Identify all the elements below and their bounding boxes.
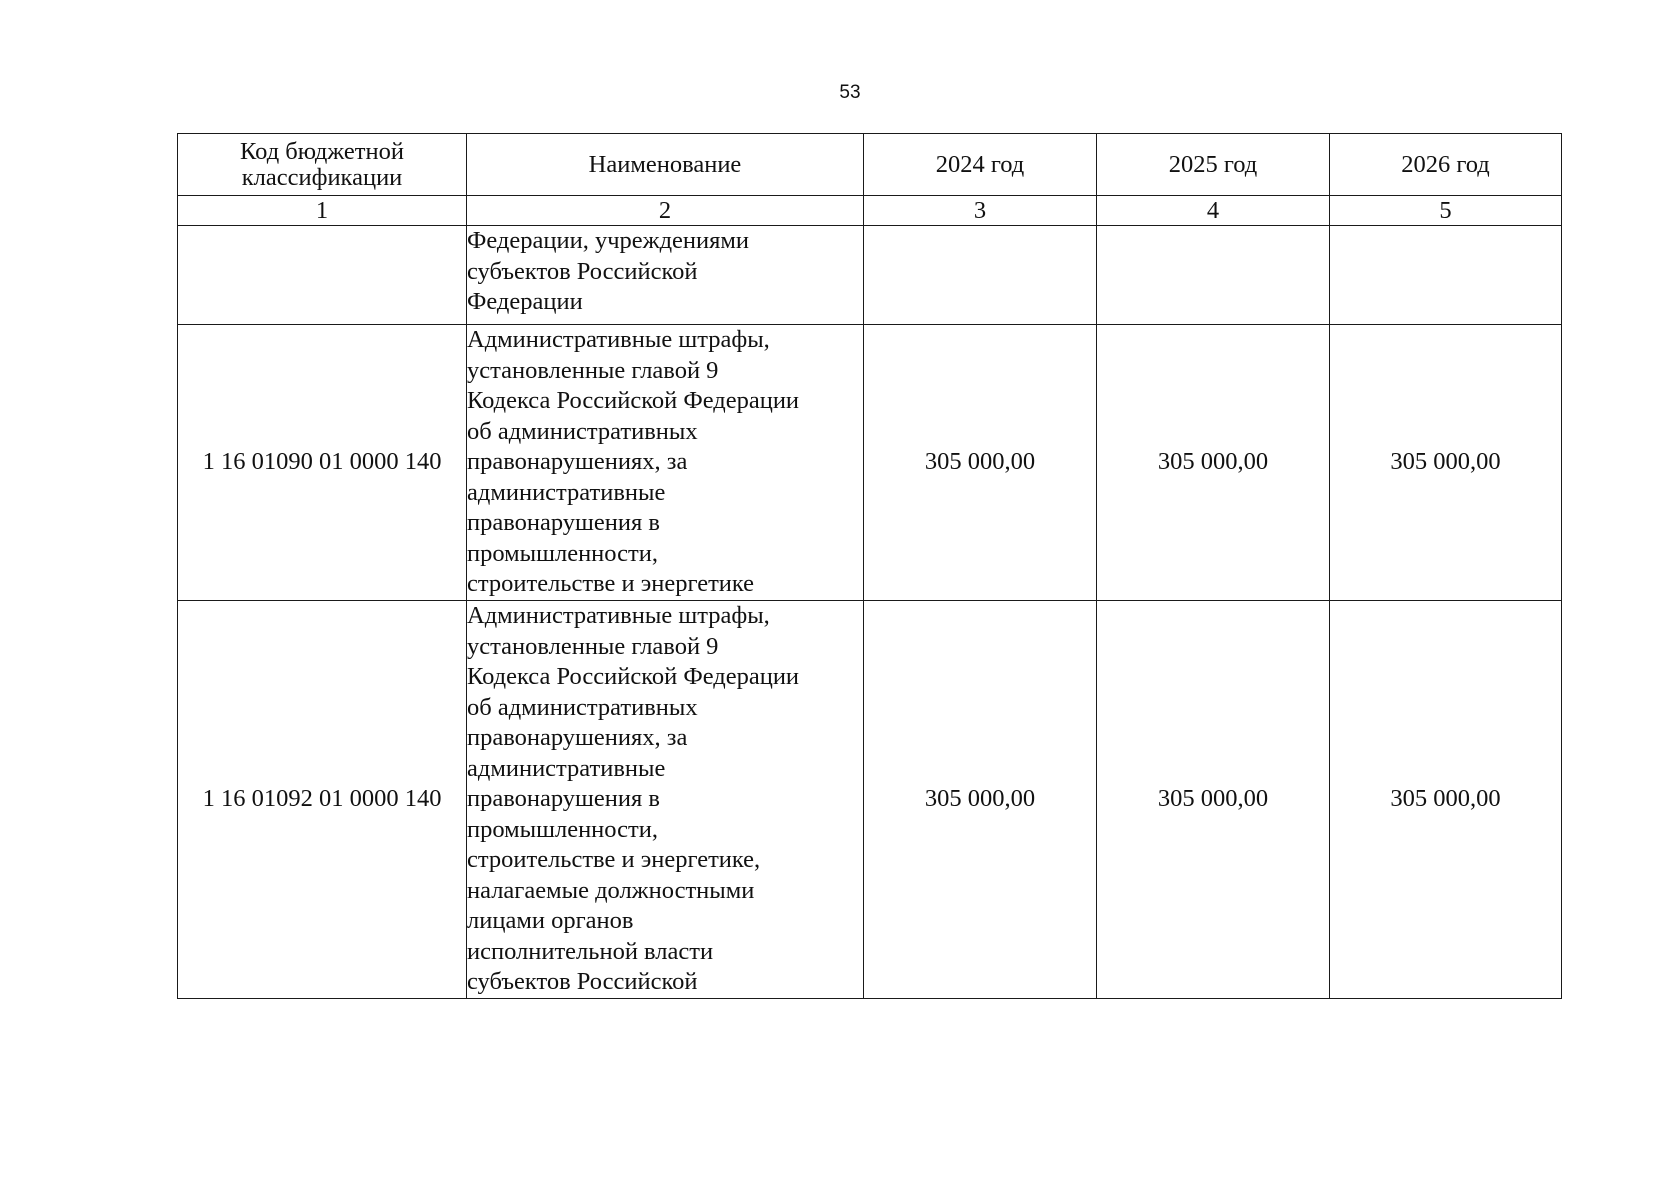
amount-2024-cell: [864, 226, 1097, 325]
budget-code-cell: [178, 226, 467, 325]
amount-2024-cell: 305 000,00: [864, 601, 1097, 999]
column-number-row: [178, 196, 1562, 226]
name-line: установленные главой 9: [467, 356, 719, 384]
name-line: административные: [467, 754, 666, 782]
table-row: [178, 226, 1562, 325]
name-line: Административные штрафы,: [467, 602, 770, 629]
name-line: правонарушения в: [467, 785, 660, 812]
name-line: лицами органов: [467, 907, 634, 934]
header-code: Код бюджетной классификации: [178, 134, 467, 196]
header-2026: 2026 год: [1330, 134, 1562, 196]
name-line: налагаемые должностными: [467, 876, 755, 904]
budget-table: [177, 133, 1562, 999]
name-cell: [467, 226, 864, 325]
header-2025: 2025 год: [1097, 134, 1330, 196]
name-line: Федерации, учреждениями: [467, 227, 750, 254]
name-line: установленные главой 9: [467, 632, 719, 660]
amount-2026-cell: [1330, 226, 1562, 325]
name-line: Кодекса Российской Федерации: [467, 663, 800, 690]
name-line: Федерации: [467, 288, 583, 315]
name-line: субъектов Российской: [467, 968, 698, 995]
amount-2025-cell: 305 000,00: [1097, 325, 1330, 601]
amount-2025-cell: [1097, 226, 1330, 325]
table-row: [178, 325, 1562, 601]
name-line: административные: [467, 478, 666, 506]
amount-2026-cell: 305 000,00: [1330, 601, 1562, 999]
column-number: 4: [1097, 196, 1330, 226]
name-line: промышленности,: [467, 539, 658, 567]
name-line: строительстве и энергетике,: [467, 846, 761, 873]
name-line: промышленности,: [467, 815, 658, 843]
column-number: 1: [178, 196, 467, 226]
budget-code-cell: 1 16 01090 01 0000 140: [178, 325, 467, 601]
name-cell: [467, 325, 864, 601]
name-line: правонарушениях, за: [467, 724, 688, 751]
header-name: Наименование: [467, 134, 864, 196]
name-line: субъектов Российской: [467, 257, 698, 285]
amount-2025-cell: 305 000,00: [1097, 601, 1330, 999]
column-number: 2: [467, 196, 864, 226]
page-number: 53: [839, 82, 861, 103]
table-row: [178, 601, 1562, 999]
column-number: 3: [864, 196, 1097, 226]
name-line: строительстве и энергетике: [467, 570, 755, 597]
budget-code-cell: 1 16 01092 01 0000 140: [178, 601, 467, 999]
name-line: исполнительной власти: [467, 937, 714, 965]
name-line: об административных: [467, 417, 698, 445]
name-line: Кодекса Российской Федерации: [467, 387, 800, 414]
name-cell: [467, 601, 864, 999]
amount-2024-cell: 305 000,00: [864, 325, 1097, 601]
column-number: 5: [1330, 196, 1562, 226]
name-line: правонарушения в: [467, 509, 660, 536]
name-line: об административных: [467, 693, 698, 721]
table-header-row: [178, 134, 1562, 196]
name-line: правонарушениях, за: [467, 448, 688, 475]
header-2024: 2024 год: [864, 134, 1097, 196]
amount-2026-cell: 305 000,00: [1330, 325, 1562, 601]
name-line: Административные штрафы,: [467, 326, 770, 353]
